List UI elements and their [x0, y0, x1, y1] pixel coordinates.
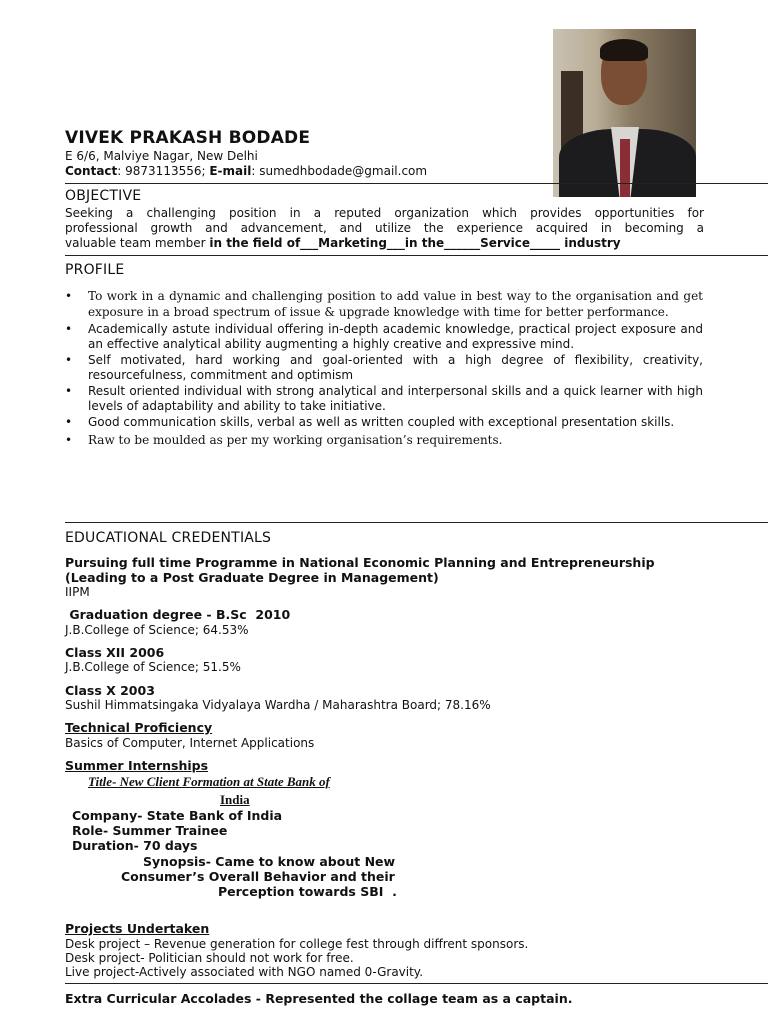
class-xii-detail: J.B.College of Science; 51.5%: [65, 660, 241, 674]
internship-title-line-2: India: [220, 792, 250, 807]
profile-item-text: Raw to be moulded as per my working organisation’s requirements.: [88, 432, 503, 447]
list-item: [65, 384, 703, 413]
profile-list: [65, 288, 703, 450]
extra-curricular: Extra Curricular Accolades - Represented the collage team as a captain.: [65, 991, 573, 1006]
internship-synopsis-3: Perception towards SBI .: [218, 884, 397, 899]
contact-label: Contact: [65, 164, 118, 178]
objective-line-2: professional growth and advancement, and utilize the experience acquired in becoming a: [65, 221, 704, 235]
profile-item-text: Good communication skills, verbal as well as written coupled with exceptional presentation skills.: [88, 415, 675, 429]
internship-synopsis-1: Synopsis- Came to know about New: [143, 854, 396, 869]
objective-line-3: [65, 236, 704, 251]
divider: [65, 522, 768, 523]
bullet: •: [65, 353, 73, 367]
profile-item-text: Result oriented individual with strong analytical and interpersonal skills and a quick learner with high levels of adaptability and ability to take initiative.: [88, 384, 703, 413]
bullet: •: [65, 384, 73, 398]
list-item: [65, 432, 703, 448]
contact-value: : 9873113556;: [117, 164, 210, 178]
bullet: •: [65, 432, 73, 447]
class-x-title: Class X 2003: [65, 683, 155, 698]
profile-item-text: Academically astute individual offering in-depth academic knowledge, practical project exposure and an effective analytical ability augmenting a highly creative and expressive mind.: [88, 322, 703, 351]
internship-company: Company- State Bank of India: [72, 808, 283, 823]
class-xii-title: Class XII 2006: [65, 645, 165, 660]
internship-title-line-1: Title- New Client Formation at State Bank of: [88, 774, 330, 789]
internships-heading: Summer Internships: [65, 758, 209, 773]
internship-duration: Duration- 70 days: [72, 838, 198, 853]
class-x-detail: Sushil Himmatsingaka Vidyalaya Wardha / Maharashtra Board; 78.16%: [65, 698, 491, 712]
education-heading: EDUCATIONAL CREDENTIALS: [65, 530, 272, 546]
candidate-name: VIVEK PRAKASH BODADE: [65, 128, 311, 148]
list-item: [65, 322, 703, 351]
list-item: [65, 353, 703, 382]
objective-line-1: Seeking a challenging position in a reputed organization which provides opportunities for: [65, 206, 704, 220]
project-item: Desk project – Revenue generation for college fest through diffrent sponsors.: [65, 937, 529, 951]
technical-detail: Basics of Computer, Internet Applications: [65, 736, 315, 750]
email-label: E-mail: [209, 164, 252, 178]
technical-heading: Technical Proficiency: [65, 720, 213, 735]
bullet: •: [65, 289, 73, 303]
divider: [65, 983, 768, 984]
address: E 6/6, Malviye Nagar, New Delhi: [65, 149, 258, 163]
projects-heading: Projects Undertaken: [65, 921, 210, 936]
pg-institute: IIPM: [65, 585, 90, 599]
internship-role: Role- Summer Trainee: [72, 823, 228, 838]
objective-field: in the field of___Marketing___in the______Service_____ industry: [209, 236, 621, 250]
graduation-detail: J.B.College of Science; 64.53%: [65, 623, 249, 637]
profile-heading: PROFILE: [65, 262, 125, 278]
list-item: [65, 415, 703, 430]
email-value: : sumedhbodade@gmail.com: [251, 164, 428, 178]
profile-photo: [553, 29, 696, 197]
divider: [65, 255, 768, 256]
profile-item-text: Self motivated, hard working and goal-oriented with a high degree of flexibility, creativity, resourcefulness, commitment and optimism: [88, 353, 703, 382]
pg-line-2: (Leading to a Post Graduate Degree in Management): [65, 570, 439, 585]
internship-synopsis-2: Consumer’s Overall Behavior and their: [121, 869, 395, 884]
contact-line: [65, 164, 427, 179]
divider: [65, 183, 768, 184]
profile-item-text: To work in a dynamic and challenging position to add value in best way to the organisation and get exposure in a broad spectrum of issue & upgrade knowledge with time for better performance.: [88, 289, 703, 319]
pg-line-1: Pursuing full time Programme in National Economic Planning and Entrepreneurship: [65, 555, 655, 570]
graduation-title: Graduation degree - B.Sc 2010: [65, 607, 291, 622]
project-item: Desk project- Politician should not work for free.: [65, 951, 354, 965]
objective-heading: OBJECTIVE: [65, 188, 142, 204]
bullet: •: [65, 415, 73, 429]
objective-line-3-start: valuable team member: [65, 236, 210, 250]
list-item: [65, 288, 703, 320]
bullet: •: [65, 322, 73, 336]
project-item: Live project-Actively associated with NGO named 0-Gravity.: [65, 965, 424, 979]
